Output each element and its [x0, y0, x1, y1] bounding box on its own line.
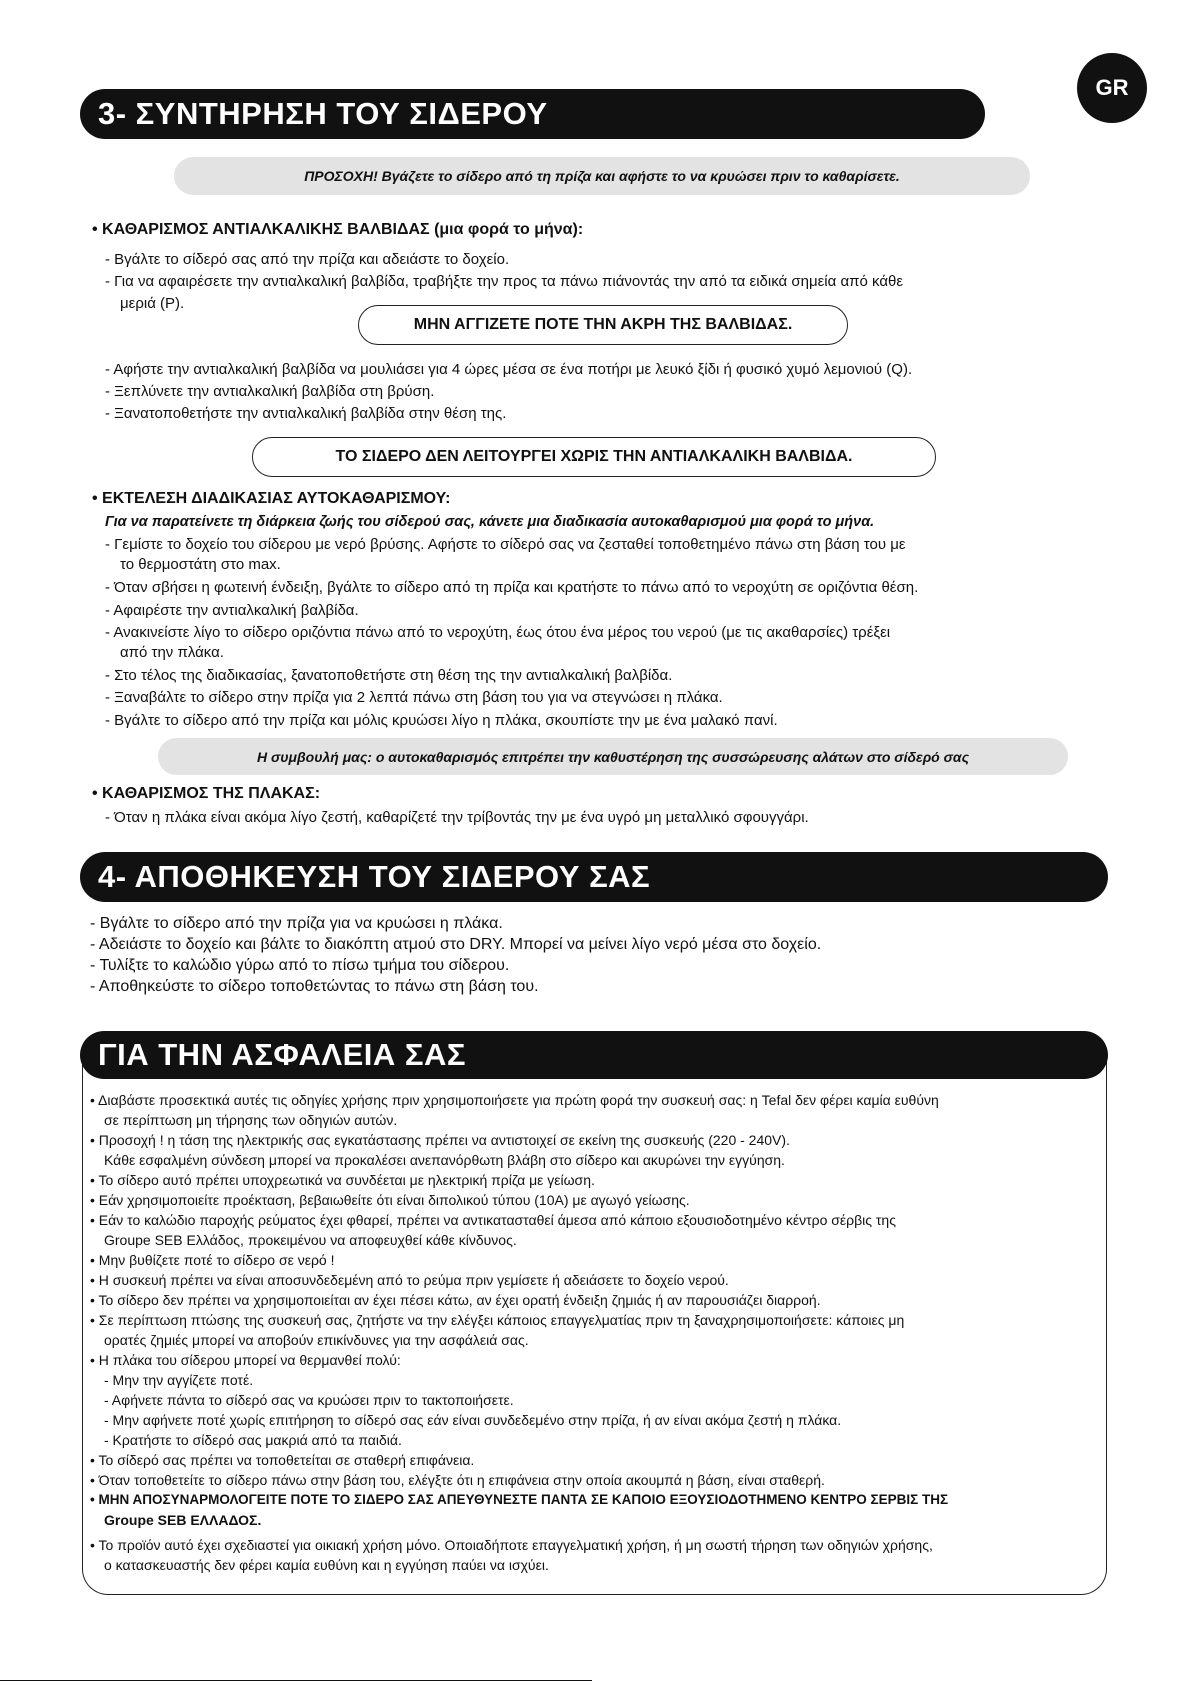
valve-notice-2: ΤΟ ΣΙΔΕΡΟ ΔΕΝ ΛΕΙΤΟΥΡΓΕΙ ΧΩΡΙΣ ΤΗΝ ΑΝΤΙΑΛΚΑΛΙΚΗ ΒΑΛΒΙΔΑ. [252, 437, 936, 477]
self-clean-item: - Ξαναβάλτε το σίδερο στην πρίζα για 2 λεπτά πάνω στη βάση του για να στεγνώσει η πλάκα. [105, 689, 723, 706]
safety-line: ο κατασκευαστής δεν φέρει καμία ευθύνη και η εγγύηση παύει να ισχύει. [104, 1557, 549, 1573]
valve-item: - Αφήστε την αντιαλκαλική βαλβίδα να μουλιάσει για 4 ώρες μέσα σε ένα ποτήρι με λευκό ξίδι ή φυσικό χυμό λεμονιού (Q). [105, 361, 913, 378]
safety-line: • Η συσκευή πρέπει να είναι αποσυνδεδεμένη από το ρεύμα πριν γεμίσετε ή αδειάσετε το δοχείο νερού. [90, 1272, 729, 1288]
tip-banner: Η συμβουλή μας: ο αυτοκαθαρισμός επιτρέπει την καθυστέρηση της συσσώρευσης αλάτων στο σίδερό σας [158, 738, 1068, 775]
safety-line: - Μην την αγγίζετε ποτέ. [104, 1372, 254, 1388]
safety-line: • Το σίδερο αυτό πρέπει υποχρεωτικά να συνδέεται με ηλεκτρική πρίζα με γείωση. [90, 1172, 595, 1188]
valve-item: - Για να αφαιρέσετε την αντιαλκαλική βαλβίδα, τραβήξτε την προς τα πάνω πιάνοντάς την από τα ειδικά σημεία από κάθε [105, 273, 904, 290]
safety-line: • Διαβάστε προσεκτικά αυτές τις οδηγίες χρήσης πριν χρησιμοποιήσετε για πρώτη φορά την συσκευή σας: η Tefal δεν φέρει καμία ευθύνη [90, 1092, 939, 1108]
valve-item: - Ξανατοποθετήστε την αντιαλκαλική βαλβίδα στην θέση της. [105, 405, 507, 422]
safety-line: σε περίπτωση μη τήρησης των οδηγιών αυτών. [104, 1112, 398, 1128]
safety-line: ορατές ζημιές μπορεί να αποβούν επικίνδυνες για την ασφάλειά σας. [104, 1332, 529, 1348]
self-clean-title: • ΕΚΤΕΛΕΣΗ ΔΙΑΔΙΚΑΣΙΑΣ ΑΥΤΟΚΑΘΑΡΙΣΜΟΥ: [92, 490, 451, 507]
valve-item: μεριά (P). [120, 295, 185, 312]
safety-line: • Όταν τοποθετείτε το σίδερο πάνω στην βάση του, ελέγξτε ότι η επιφάνεια στην οποία ακουμπά η βάση, είναι σταθερή. [90, 1472, 825, 1488]
self-clean-item: - Αφαιρέστε την αντιαλκαλική βαλβίδα. [105, 602, 359, 619]
safety-line: - Αφήνετε πάντα το σίδερό σας να κρυώσει πριν το τακτοποιήσετε. [104, 1392, 514, 1408]
section-4-header: 4- ΑΠΟΘΗΚΕΥΣΗ ΤΟΥ ΣΙΔΕΡΟΥ ΣΑΣ [80, 852, 1108, 902]
plate-cleaning-title: • ΚΑΘΑΡΙΣΜΟΣ ΤΗΣ ΠΛΑΚΑΣ: [92, 785, 321, 802]
valve-item: - Βγάλτε το σίδερό σας από την πρίζα και αδειάστε το δοχείο. [105, 251, 510, 268]
safety-line: • Μην βυθίζετε ποτέ το σίδερο σε νερό ! [90, 1252, 335, 1268]
valve-item: - Ξεπλύνετε την αντιαλκαλική βαλβίδα στη βρύση. [105, 383, 435, 400]
self-clean-item: - Στο τέλος της διαδικασίας, ξανατοποθετήστε στη θέση της την αντιαλκαλική βαλβίδα. [105, 667, 673, 684]
safety-line: • Εάν χρησιμοποιείτε προέκταση, βεβαιωθείτε ότι είναι διπολικού τύπου (10A) με αγωγό γείωσης. [90, 1192, 690, 1208]
storage-item: - Αποθηκεύστε το σίδερο τοποθετώντας το πάνω στη βάση του. [90, 978, 539, 995]
safety-line-warning: • ΜΗΝ ΑΠΟΣΥΝΑΡΜΟΛΟΓΕΙΤΕ ΠΟΤΕ ΤΟ ΣΙΔΕΡΟ ΣΑΣ ΑΠΕΥΘΥΝΕΣΤΕ ΠΑΝΤΑ ΣΕ ΚΑΠΟΙΟ ΕΞΟΥΣΙΟΔΟΤΗΜΕΝΟ ΚΕΝΤΡΟ ΣΕΡΒΙΣ ΤΗΣ [90, 1492, 949, 1507]
safety-line: • Η πλάκα του σίδερου μπορεί να θερμανθεί πολύ: [90, 1352, 401, 1368]
self-clean-item: - Βγάλτε το σίδερο από την πρίζα και μόλις κρυώσει λίγο η πλάκα, σκουπίστε την με ένα μαλακό πανί. [105, 712, 778, 729]
safety-line: Groupe SEB Ελλάδος, προκειμένου να αποφευχθεί κάθε κίνδυνος. [104, 1232, 517, 1248]
safety-line: • Προσοχή ! η τάση της ηλεκτρικής σας εγκατάστασης πρέπει να αντιστοιχεί σε εκείνη της συσκευής (220 - 240V). [90, 1132, 790, 1148]
valve-notice-1: ΜΗΝ ΑΓΓΙΖΕΤΕ ΠΟΤΕ ΤΗΝ ΑΚΡΗ ΤΗΣ ΒΑΛΒΙΔΑΣ. [358, 305, 848, 345]
warning-banner: ΠΡΟΣΟΧΗ! Βγάζετε το σίδερο από τη πρίζα και αφήστε το να κρυώσει πριν το καθαρίσετε. [174, 157, 1030, 195]
self-clean-item: το θερμοστάτη στο max. [120, 556, 281, 573]
safety-line: • Το προϊόν αυτό έχει σχεδιαστεί για οικιακή χρήση μόνο. Οποιαδήποτε επαγγελματική χρήση, ή μη σωστή τήρηση των οδηγιών χρήσης, [90, 1537, 933, 1553]
safety-line: • Εάν το καλώδιο παροχής ρεύματος έχει φθαρεί, πρέπει να αντικατασταθεί άμεσα από κάποιο εξουσιοδοτημένο κέντρο σέρβις της [90, 1212, 896, 1228]
safety-line: • Το σίδερο δεν πρέπει να χρησιμοποιείται αν έχει πέσει κάτω, αν έχει ορατή ένδειξη ζημιάς ή αν παρουσιάζει διαρροή. [90, 1292, 821, 1308]
storage-item: - Αδειάστε το δοχείο και βάλτε το διακόπτη ατμού στο DRY. Μπορεί να μείνει λίγο νερό μέσα στο δοχείο. [90, 936, 822, 953]
safety-line-warning: Groupe SEB ΕΛΛΑΔΟΣ. [104, 1512, 262, 1528]
safety-line: - Κρατήστε το σίδερό σας μακριά από τα παιδιά. [104, 1432, 402, 1448]
safety-header: ΓΙΑ ΤΗΝ ΑΣΦΑΛΕΙΑ ΣΑΣ [80, 1031, 1108, 1079]
self-clean-item: - Όταν σβήσει η φωτεινή ένδειξη, βγάλτε το σίδερο από τη πρίζα και κρατήστε το πάνω από το νεροχύτη σε οριζόντια θέση. [105, 579, 919, 596]
self-clean-item: από την πλάκα. [120, 644, 224, 661]
storage-item: - Βγάλτε το σίδερο από την πρίζα για να κρυώσει η πλάκα. [90, 915, 503, 932]
safety-line: • Σε περίπτωση πτώσης της συσκευή σας, ζητήστε να την ελέγξει κάποιος επαγγελματίας πριν τη ξαναχρησιμοποιήσετε: κάποιες μη [90, 1312, 905, 1328]
valve-cleaning-title: • ΚΑΘΑΡΙΣΜΟΣ ΑΝΤΙΑΛΚΑΛΙΚΗΣ ΒΑΛΒΙΔΑΣ (μια φορά το μήνα): [92, 221, 584, 238]
plate-cleaning-item: - Όταν η πλάκα είναι ακόμα λίγο ζεστή, καθαρίζετέ την τρίβοντάς την με ένα υγρό μη μεταλλικό σφουγγάρι. [105, 809, 809, 826]
self-clean-subtitle: Για να παρατείνετε τη διάρκεια ζωής του σίδερού σας, κάνετε μια διαδικασία αυτοκαθαρισμού μια φορά το μήνα. [105, 514, 875, 530]
self-clean-item: - Ανακινείστε λίγο το σίδερο οριζόντια πάνω από το νεροχύτη, έως ότου ένα μέρος του νερού (με τις ακαθαρσίες) τρέξει [105, 624, 891, 641]
safety-line: Κάθε εσφαλμένη σύνδεση μπορεί να προκαλέσει ανεπανόρθωτη βλάβη στο σίδερο και ακυρώνει την εγγύηση. [104, 1152, 785, 1168]
section-3-header: 3- ΣΥΝΤΗΡΗΣΗ ΤΟΥ ΣΙΔΕΡΟΥ [80, 89, 985, 139]
safety-line: - Μην αφήνετε ποτέ χωρίς επιτήρηση το σίδερό σας εάν είναι συνδεδεμένο στην πρίζα, ή αν είναι ακόμα ζεστή η πλάκα. [104, 1412, 842, 1428]
footer-rule [0, 1680, 592, 1681]
self-clean-item: - Γεμίστε το δοχείο του σίδερου με νερό βρύσης. Αφήστε το σίδερό σας να ζεσταθεί τοποθετημένο πάνω στη βάση του με [105, 536, 906, 553]
language-badge: GR [1077, 53, 1147, 123]
safety-line: • Το σίδερό σας πρέπει να τοποθετείται σε σταθερή επιφάνεια. [90, 1452, 475, 1468]
storage-item: - Τυλίξτε το καλώδιο γύρω από το πίσω τμήμα του σίδερου. [90, 957, 510, 974]
